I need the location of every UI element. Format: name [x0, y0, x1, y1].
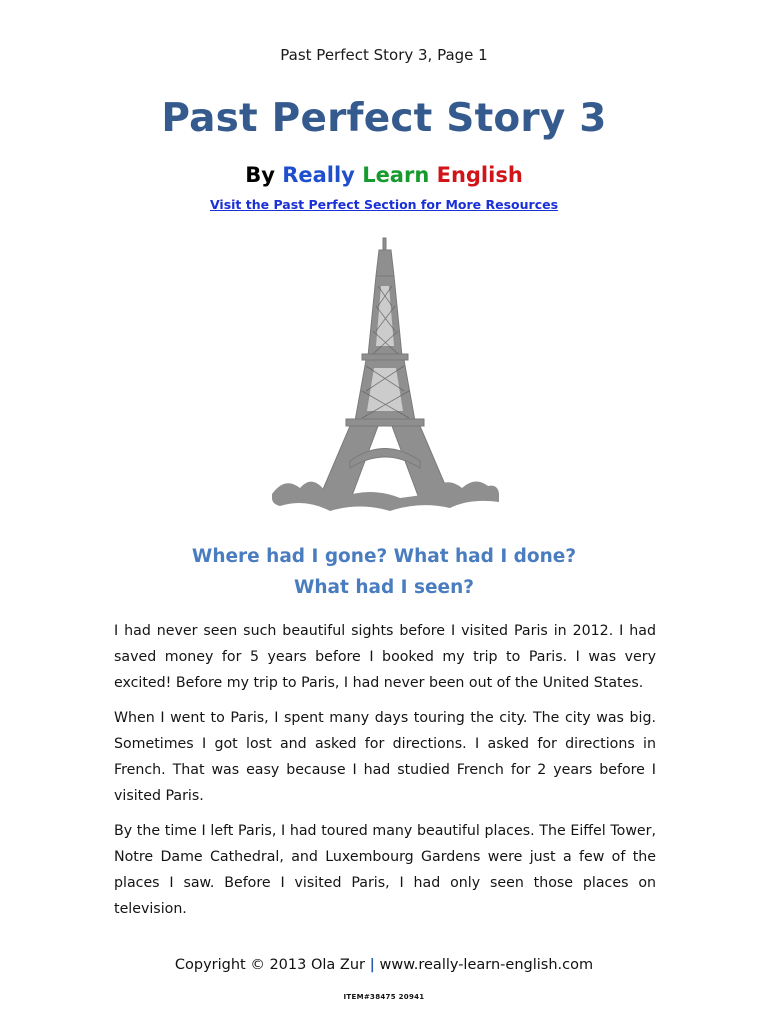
story-questions	[0, 541, 768, 603]
ground-clouds-icon	[272, 481, 499, 511]
question-line-2: What had I seen?	[293, 577, 474, 598]
past-perfect-resources-link[interactable]: Visit the Past Perfect Section for More Resources	[209, 197, 559, 212]
item-code: ITEM#38475 20941	[343, 993, 425, 1001]
byline-really: Really	[282, 163, 355, 187]
eiffel-tower-illustration	[270, 236, 500, 536]
page-title: Past Perfect Story 3	[161, 96, 607, 141]
website-text: www.really-learn-english.com	[379, 957, 594, 973]
byline	[0, 163, 768, 187]
resource-link-container	[0, 197, 768, 212]
byline-by: By	[245, 163, 275, 187]
footer	[0, 957, 768, 973]
byline-english: English	[436, 163, 523, 187]
copyright-text: Copyright © 2013 Ola Zur	[174, 957, 365, 973]
footer-separator: |	[369, 957, 375, 973]
byline-learn: Learn	[362, 163, 430, 187]
running-header: Past Perfect Story 3, Page 1	[280, 46, 488, 64]
story-body	[114, 618, 656, 931]
question-line-1: Where had I gone? What had I done?	[191, 546, 577, 567]
story-paragraph: I had never seen such beautiful sights before I visited Paris in 2012. I had saved money for 5 years before I booked my trip to Paris. I was very excited! Before my trip to Paris, I had never been out of the United States.	[114, 623, 656, 691]
story-paragraph: By the time I left Paris, I had toured many beautiful places. The Eiffel Tower, Notre Dame Cathedral, and Luxembourg Gardens were just a few of the places I saw. Before I visited Paris, I had only seen those places on television.	[114, 823, 656, 917]
story-paragraph: When I went to Paris, I spent many days touring the city. The city was big. Sometimes I got lost and asked for directions. I asked for directions in French. That was easy because I had studied French for 2 years before I visited Paris.	[114, 710, 656, 804]
